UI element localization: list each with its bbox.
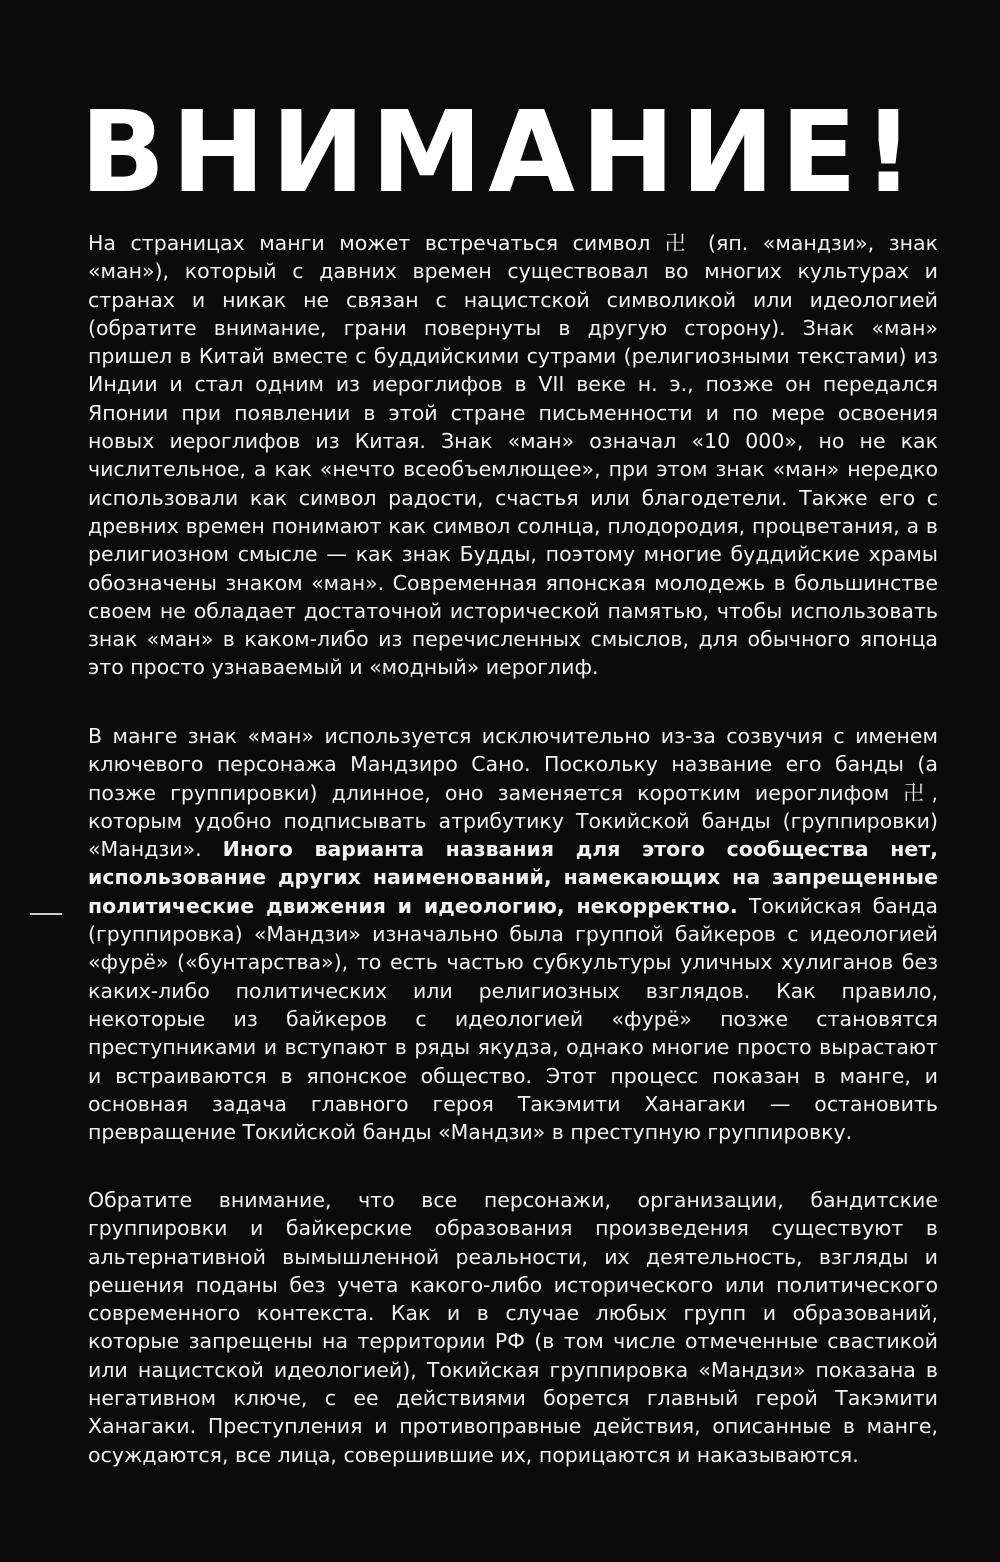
page-title: ВНИМАНИЕ! [79, 88, 921, 218]
paragraph-manji-in-manga-intro: В манге знак «ман» используется исключительно из-за созвучия с именем ключевого персонажа Мандзиро Сано. Поскольку название его банды (а позже группировки) длинное, оно заменяется коротким иероглифом 卍, которым удобно подписывать атрибутику Токийской банды (группировки) «Мандзи». [88, 724, 938, 862]
paragraph-manji-in-manga-rest: Токийская банда (группировка) «Мандзи» изначально была группой байкеров с идеологией «фурё» («бунтарства»), то есть частью субкультуры уличных хулиганов без каких-либо политических или религиозных взглядов. Как правило, некоторые из байкеров с идеологией «фурё» позже становятся преступниками и вступают в ряды якудза, однако многие просто вырастают и встраиваются в японское общество. Этот процесс показан в манге, и основная задача главного героя Такэмити Ханагаки — остановить превращение Токийской банды «Мандзи» в преступную группировку. [88, 893, 938, 1145]
paragraph-fiction-disclaimer: Обратите внимание, что все персонажи, организации, бандитские группировки и байкерские образования произведения существуют в альтернативной вымышленной реальности, их деятельность, взгляды и решения поданы без учета какого-либо исторического или политического современного контекста. Как и в случае любых групп и образований, которые запрещены на территории РФ (в том числе отмеченные свастикой или нацистской идеологией), Токийская группировка «Мандзи» показана в негативном ключе, с ее действиями борется главный герой Такэмити Ханагаки. Преступления и противоправные действия, описанные в манге, осуждаются, все лица, совершившие их, порицаются и наказываются. [88, 1188, 938, 1467]
bold-disclaimer: Иного варианта названия для этого сообщества нет, использование других наименований, намекающих на запрещенные политические движения и идеологию, некорректно. [88, 837, 938, 918]
paragraph-manji-history: На страницах манги может встречаться символ 卍 (яп. «мандзи», знак «ман»), который с давних времен существовал во многих культурах и странах и никак не связан с нацистской символикой или идеологией (обратите внимание, грани повернуты в другую сторону). Знак «ман» пришел в Китай вместе с буддийскими сутрами (религиозными текстами) из Индии и стал одним из иероглифов в VII веке н. э., позже он передался Японии при появлении в этой стране письменности и по мере освоения новых иероглифов из Китая. Знак «ман» означал «10 000», но не как числительное, а как «нечто всеобъемлющее», при этом знак «ман» нередко использовали как символ радости, счастья или благодетели. Также его с древних времен понимают как символ солнца, плодородия, процветания, а в религиозном смысле — как знак Будды, поэтому многие буддийские храмы обозначены знаком «ман». Современная японская молодежь в большинстве своем не обладает достаточной исторической памятью, чтобы использовать знак «ман» в каком-либо из перечисленных смыслов, для обычного японца это просто узнаваемый и «модный» иероглиф. [88, 231, 938, 680]
paragraph-manji-in-manga [88, 722, 938, 1146]
scan-scratch-mark [30, 913, 62, 915]
